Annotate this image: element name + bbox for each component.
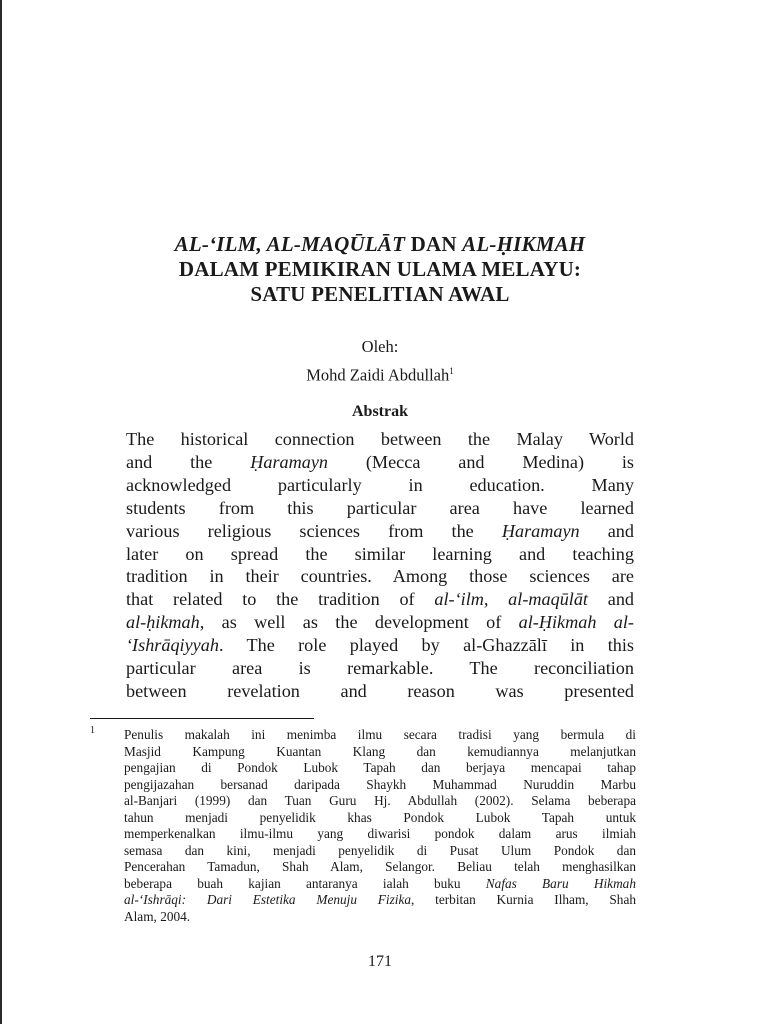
- abstract-line: [126, 657, 634, 680]
- footnote-line: [124, 859, 636, 876]
- abstract-text: and the: [126, 451, 251, 472]
- abstract-italic-term: al-‘ilm, al-maqūlāt: [434, 589, 588, 610]
- title-line-2: DALAM PEMIKIRAN ULAMA MELAYU:: [178, 257, 582, 281]
- footnote-ref: 1: [449, 366, 454, 376]
- footnote-text: Pencerahan Tamadun, Shah Alam, Selangor. Beliau telah menghasilkan: [124, 859, 636, 874]
- footnote-line: [124, 760, 636, 777]
- footnote-text: tahun menjadi penyelidik khas Pondok Lubok Tapah untuk: [124, 809, 636, 825]
- footnote-line: [124, 909, 636, 926]
- abstract-text: acknowledged particularly in education. Many: [126, 474, 634, 495]
- abstract-line: [126, 611, 634, 634]
- footnote-text: beberapa buah kajian antaranya ialah buku: [124, 875, 486, 891]
- abstract-italic-term: Ḥaramayn: [501, 520, 580, 541]
- footnote-text: pengijazahan bersanad daripada Shaykh Muhammad Nuruddin Marbu: [124, 776, 636, 792]
- abstract-text: , as well as the development of: [199, 612, 519, 633]
- abstract-italic-term: Ḥaramayn: [250, 451, 329, 472]
- footnote-italic-term: Nafas Baru Hikmah: [485, 875, 636, 891]
- footnote-text: semasa dan kini, menjadi penyelidik di Pusat Ulum Pondok dan: [124, 842, 636, 858]
- footnote-mark: 1: [90, 725, 95, 736]
- abstract-text: later on spread the similar learning and teaching: [126, 543, 634, 564]
- footnote-body: [124, 727, 636, 925]
- byline-label: Oleh:: [361, 337, 399, 356]
- footnote-line: [124, 826, 636, 843]
- abstract-line: [126, 680, 634, 703]
- author-name-line: [126, 359, 634, 388]
- abstract-text: and: [588, 589, 635, 610]
- footnote-separator: [90, 718, 314, 719]
- footnote-text: Masjid Kampung Kuantan Klang dan kemudiannya melanjutkan: [124, 743, 636, 759]
- author-name: Mohd Zaidi Abdullah: [306, 365, 450, 385]
- abstract-line: [126, 474, 634, 497]
- abstract-line: [126, 588, 634, 611]
- title-line-3: SATU PENELITIAN AWAL: [250, 282, 510, 306]
- footnote-line: [124, 810, 636, 827]
- article-title: [116, 232, 644, 307]
- abstract-line: [126, 520, 634, 543]
- footnote-text: pengajian di Pondok Lubok Tapah dan berjaya mencapai tahap: [124, 760, 636, 775]
- abstract-line: [126, 543, 634, 566]
- abstract-body: [126, 428, 634, 703]
- abstract-italic-term: ‘Ishrāqiyyah: [126, 635, 219, 656]
- abstract-text: tradition in their countries. Among those sciences are: [126, 566, 634, 587]
- footnote-line: [124, 876, 636, 893]
- scan-edge: [0, 0, 2, 1024]
- title-connector: DAN: [405, 232, 463, 256]
- footnote-text: Penulis makalah ini menimba ilmu secara tradisi yang bermula di: [124, 727, 636, 742]
- abstract-text: between revelation and reason was presented: [126, 680, 634, 701]
- abstract-text: particular area is remarkable. The reconciliation: [126, 658, 634, 679]
- abstract-text: The historical connection between the Malay World: [126, 429, 634, 449]
- abstract-line: [126, 428, 634, 451]
- abstract-line: [126, 634, 634, 657]
- abstract-text: that related to the tradition of: [126, 589, 435, 610]
- title-italic-2: AL-ḤIKMAH: [462, 232, 586, 256]
- paper-page: [90, 0, 636, 1024]
- abstract-text: . The role played by al-Ghazzālī in this: [218, 635, 634, 656]
- abstract-heading: Abstrak: [351, 403, 408, 420]
- abstract-line: [126, 497, 634, 520]
- abstract-line: [126, 451, 634, 474]
- footnote-line: [124, 727, 636, 744]
- abstract-text: various religious sciences from the: [126, 520, 502, 541]
- footnote-line: [124, 892, 636, 909]
- footnote-text: al-Banjari (1999) dan Tuan Guru Hj. Abdullah (2002). Selama beberapa: [124, 793, 636, 808]
- footnote-text: , terbitan Kurnia Ilham, Shah: [411, 892, 636, 907]
- abstract-text: (Mecca and Medina) is: [328, 451, 634, 472]
- abstract-italic-term: al-ḥikmah: [126, 612, 200, 633]
- footnote-text: Alam, 2004.: [124, 908, 191, 924]
- footnote-line: [124, 843, 636, 860]
- page-number: 171: [368, 953, 392, 970]
- footnote-line: [124, 777, 636, 794]
- abstract-line: [126, 565, 634, 588]
- title-italic-1: AL-‘ILM, AL-MAQŪLĀT: [174, 232, 406, 256]
- abstract-text: students from this particular area have learned: [126, 497, 634, 518]
- abstract-italic-term: al-Ḥikmah al-: [518, 612, 634, 633]
- footnote-line: [124, 793, 636, 810]
- abstract-text: and: [579, 520, 634, 541]
- footnote-text: memperkenalkan ilmu-ilmu yang diwarisi pondok dalam arus ilmiah: [124, 826, 636, 841]
- footnote-italic-term: al-‘Ishrāqi: Dari Estetika Menuju Fizika: [124, 892, 412, 907]
- byline: [126, 335, 634, 388]
- title-line-1: [116, 232, 644, 257]
- footnote-line: [124, 744, 636, 761]
